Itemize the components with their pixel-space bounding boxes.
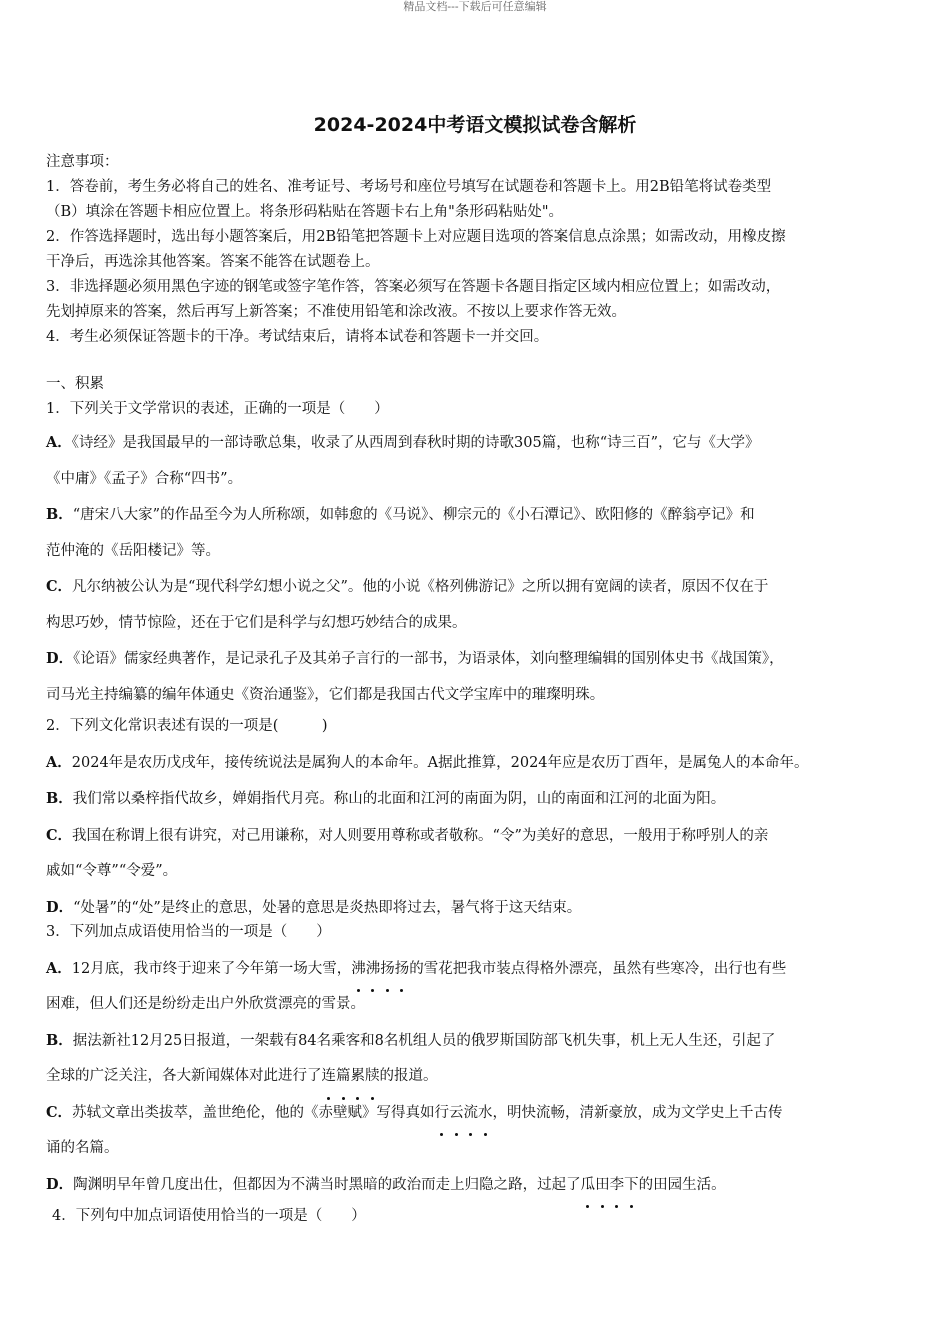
q3-option-a — [46, 951, 906, 988]
option-text: 苏轼文章出类拔萃，盖世绝伦，他的《赤壁赋》写得真如 — [72, 1104, 435, 1121]
question-3-stem: 3．下列加点成语使用恰当的一项是（ ） — [46, 924, 331, 940]
emphasis-char: 连 — [322, 1059, 337, 1095]
option-label: D． — [46, 650, 74, 667]
header-note: 精品文档---下载后可任意编辑 — [403, 0, 547, 13]
q2-option-c-cont: 戚如“令尊”“令爱”。 — [46, 863, 178, 879]
option-text: 《诗经》是我国最早的一部诗歌总集，收录了从西周到春秋时期的诗歌305篇，也称“诗三百”，它与《大学》 — [71, 435, 760, 451]
option-label: D． — [46, 898, 74, 916]
emphasis-char: 田 — [595, 1168, 610, 1204]
option-text: 12月底，我市终于迎来了今年第一场大雪， — [71, 960, 352, 977]
notice-line: 3．非选择题必须用黑色字迹的钢笔或签字笔作答，答案必须写在答题卡各题目指定区域内相应位置上；如需改动， — [46, 279, 781, 295]
emphasis-char: 行 — [435, 1096, 450, 1132]
q1-option-a-cont: 《中庸》《孟子》合称“四书”。 — [46, 470, 243, 487]
emphasis-char: 云 — [449, 1096, 464, 1132]
option-text: 全球的广泛关注，各大新闻媒体对此进行了 — [46, 1068, 322, 1084]
emphasis-char: 累 — [351, 1059, 366, 1095]
dotted-idiom — [435, 1105, 493, 1121]
option-label: B． — [46, 1031, 73, 1049]
q3-option-d — [46, 1167, 906, 1204]
option-text: 的报道。 — [379, 1068, 438, 1084]
page-title: 2024-2024中考语文模拟试卷含解析 — [313, 114, 637, 136]
q2-option-c — [46, 818, 906, 855]
option-label: C． — [46, 1103, 73, 1121]
question-4 — [52, 1199, 912, 1235]
emphasis-char: 扬 — [380, 952, 395, 988]
q1-option-d — [46, 641, 906, 678]
option-text: 的雪花把我市装点得格外漂亮，虽然有些寒冷，出行也有些 — [409, 960, 787, 977]
dotted-idiom — [322, 1068, 380, 1084]
option-label: A． — [46, 753, 72, 771]
option-label: A． — [46, 434, 72, 451]
dotted-idiom — [581, 1177, 639, 1193]
emphasis-char: 李 — [610, 1168, 625, 1204]
notice-line: 先划掉原来的答案，然后再写上新答案；不准使用铅笔和涂改液。不按以上要求作答无效。 — [46, 304, 626, 320]
q3-option-b — [46, 1023, 906, 1060]
option-label: A． — [46, 959, 72, 977]
emphasis-char: 流 — [464, 1096, 479, 1132]
option-text: 《论语》儒家经典著作，是记录孔子及其弟子言行的一部书，为语录体，刘向整理编辑的国别体史书《战国策》， — [73, 651, 784, 667]
emphasis-char: 牍 — [365, 1059, 380, 1095]
question-2 — [46, 709, 906, 926]
emphasis-char: 瓜 — [581, 1168, 596, 1204]
emphasis-char: 篇 — [336, 1059, 351, 1095]
question-3 — [46, 915, 906, 1203]
option-text: 据法新社12月25日报道，一架载有84名乘客和8名机组人员的俄罗斯国防部飞机失事，机上无人生还，引起了 — [72, 1032, 776, 1049]
question-4-stem: 4．下列句中加点词语使用恰当的一项是（ ） — [52, 1208, 366, 1224]
notice-line: 干净后，再选涂其他答案。答案不能答在试题卷上。 — [46, 254, 380, 270]
option-text: “处暑”的“处”是终止的意思，处暑的意思是炎热即将过去，暑气将于这天结束。 — [73, 899, 582, 916]
q2-option-b — [46, 781, 906, 818]
q1-option-c-cont: 构思巧妙，情节惊险，还在于它们是科学与幻想巧妙结合的成果。 — [46, 614, 467, 631]
option-text: ，明快流畅，清新豪放，成为文学史上千古传 — [492, 1104, 783, 1121]
q1-option-c — [46, 569, 906, 606]
option-text: 陶渊明早年曾几度出仕，但都因为不满当时黑暗的政治而走上归隐之路，过起了 — [73, 1176, 581, 1193]
q1-option-b — [46, 497, 906, 534]
q3-option-c-cont: 诵的名篇。 — [46, 1140, 119, 1156]
option-text: 我们常以桑梓指代故乡，婵娟指代月亮。称山的北面和江河的南面为阴，山的南面和江河的北面为阳。 — [72, 791, 726, 807]
q1-option-d-cont: 司马光主持编纂的编年体通史《资治通鉴》，它们都是我国古代文学宝库中的璀璨明珠。 — [46, 686, 605, 703]
option-label: C． — [46, 578, 73, 595]
emphasis-char: 扬 — [395, 952, 410, 988]
option-text: 我国在称谓上很有讲究，对己用谦称，对人则要用尊称或者敬称。“令”为美好的意思，一般用于称呼别人的亲 — [72, 827, 769, 844]
q1-option-a — [46, 425, 906, 462]
option-text: “唐宋八大家”的作品至今为人所称颂，如韩愈的《马说》、柳宗元的《小石潭记》、欧阳修的《醉翁亭记》和 — [72, 507, 755, 523]
notice-line: （B）填涂在答题卡相应位置上。将条形码粘贴在答题卡右上角"条形码粘贴处"。 — [46, 204, 563, 220]
option-label: D． — [46, 1175, 74, 1193]
q3-option-b-cont — [46, 1059, 906, 1095]
q3-option-a-cont: 困难，但人们还是纷纷走出户外欣赏漂亮的雪景。 — [46, 996, 365, 1012]
emphasis-char: 水 — [478, 1096, 493, 1132]
q2-option-a — [46, 745, 906, 782]
question-1-stem: 1．下列关于文学常识的表述，正确的一项是（ ） — [46, 401, 389, 417]
section-heading: 一、积累 — [46, 376, 104, 392]
notice-line: 2．作答选择题时，选出每小题答案后，用2B铅笔把答题卡上对应题目选项的答案信息点涂黑；如需改动，用橡皮擦 — [46, 229, 786, 245]
question-2-stem: 2．下列文化常识表述有误的一项是( ) — [46, 718, 328, 734]
option-label: C． — [46, 826, 73, 844]
q1-option-b-cont: 范仲淹的《岳阳楼记》等。 — [46, 542, 220, 559]
dotted-idiom — [351, 961, 409, 977]
question-1-options — [46, 425, 906, 713]
option-text: 的田园生活。 — [638, 1176, 726, 1193]
emphasis-char: 沸 — [351, 952, 366, 988]
emphasis-char: 下 — [624, 1168, 639, 1204]
option-label: B． — [46, 790, 73, 807]
notice-heading: 注意事项： — [46, 154, 119, 170]
section-1-heading-wrap — [46, 372, 906, 422]
option-text: 2024年是农历戊戌年，接传统说法是属狗人的本命年。A据此推算，2024年应是农历丁酉年，是属兔人的本命年。 — [71, 754, 809, 771]
notice-section — [46, 150, 906, 350]
q3-option-c — [46, 1095, 906, 1132]
notice-line: 1．答卷前，考生务必将自己的姓名、准考证号、考场号和座位号填写在试题卷和答题卡上。用2B铅笔将试卷类型 — [46, 179, 772, 195]
notice-line: 4．考生必须保证答题卡的干净。考试结束后，请将本试卷和答题卡一并交回。 — [46, 329, 549, 345]
option-text: 凡尔纳被公认为是“现代科学幻想小说之父”。他的小说《格列佛游记》之所以拥有宽阔的读者，原因不仅在于 — [72, 579, 769, 595]
option-label: B． — [46, 506, 73, 523]
emphasis-char: 沸 — [366, 952, 381, 988]
